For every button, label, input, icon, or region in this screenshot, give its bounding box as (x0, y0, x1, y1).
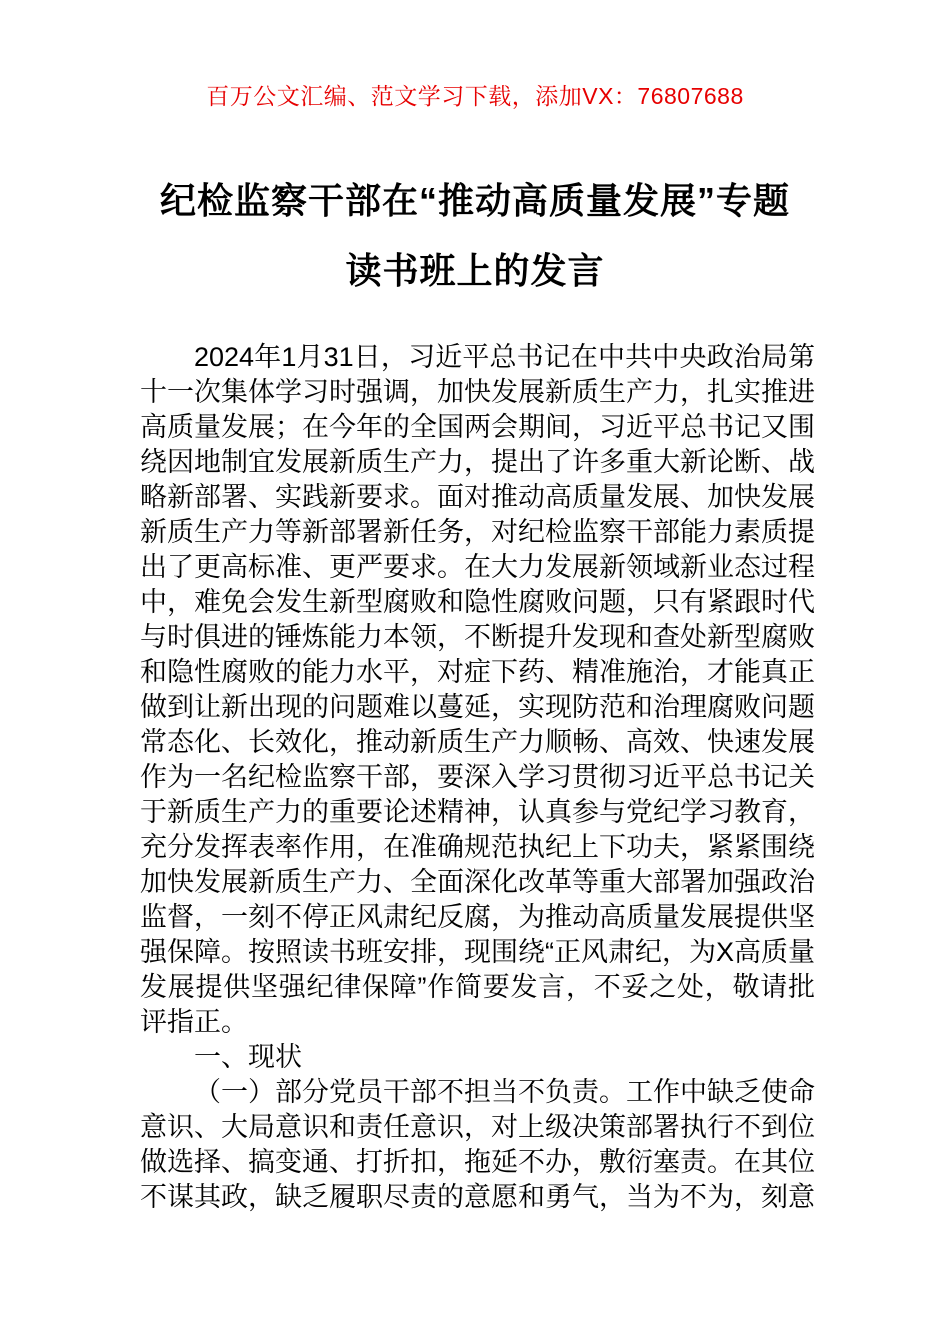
page-title-line-2: 读书班上的发言 (345, 250, 605, 291)
page-title (60, 166, 890, 306)
page-title-line-1: 纪检监察干部在“推动高质量发展”专题 (159, 180, 790, 221)
document-body (140, 340, 815, 1215)
promo-header-text: 百万公文汇编、范文学习下载，添加VX：76807688 (206, 83, 744, 109)
body-heading-section-1: 一、现状 (194, 1042, 302, 1072)
body-paragraph-intro: 2024年1月31日，习近平总书记在中共中央政治局第十一次集体学习时强调，加快发展新质生产力，扎实推进高质量发展；在今年的全国两会期间，习近平总书记又围绕因地制宜发展新质生产力，提出了许多重大新论断、战略新部署、实践新要求。面对推动高质量发展、加快发展新质生产力等新部署新任务，对纪检监察干部能力素质提出了更高标准、更严要求。在大力发展新领域新业态过程中，难免会发生新型腐败和隐性腐败问题，只有紧跟时代与时俱进的锤炼能力本领，不断提升发现和查处新型腐败和隐性腐败的能力水平，对症下药、精准施治，才能真正做到让新出现的问题难以蔓延，实现防范和治理腐败问题常态化、长效化，推动新质生产力顺畅、高效、快速发展作为一名纪检监察干部，要深入学习贯彻习近平总书记关于新质生产力的重要论述精神，认真参与党纪学习教育，充分发挥表率作用，在准确规范执纪上下功夫，紧紧围绕加快发展新质生产力、全面深化改革等重大部署加强政治监督，一刻不停正风肃纪反腐，为推动高质量发展提供坚强保障。按照读书班安排，现围绕“正风肃纪，为X高质量发展提供坚强纪律保障”作简要发言，不妥之处，敬请批评指正。 (140, 342, 815, 1037)
body-paragraph-item-1: （一）部分党员干部不担当不负责。工作中缺乏使命意识、大局意识和责任意识，对上级决策部署执行不到位做选择、搞变通、打折扣，拖延不办，敷衍塞责。在其位不谋其政，缺乏履职尽责的意愿和勇气，当为不为，刻意 (140, 1077, 815, 1212)
